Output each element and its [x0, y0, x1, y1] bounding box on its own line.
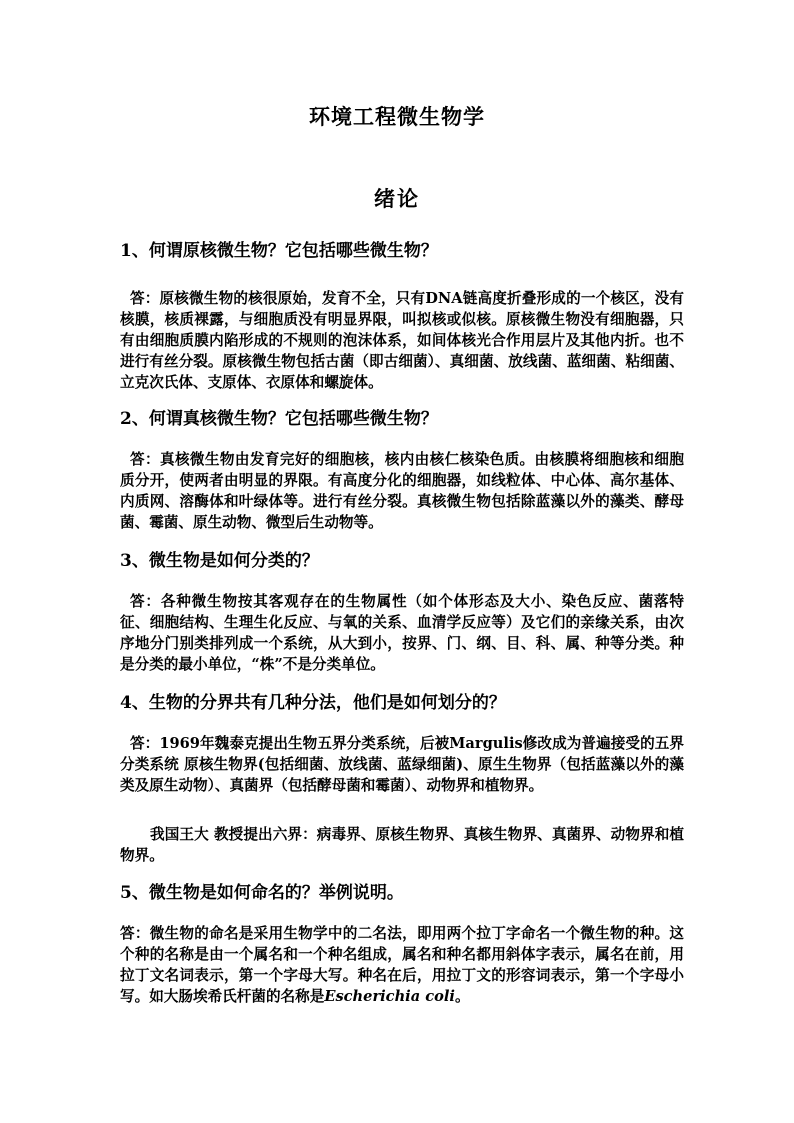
question-3: 3、微生物是如何分类的？ [120, 551, 319, 571]
chapter-title: 绪论 [374, 186, 420, 211]
example-species-name: Escherichia coli [324, 988, 455, 1005]
question-2: 2、何谓真核微生物？它包括哪些微生物？ [120, 409, 438, 429]
question-1: 1、何谓原核微生物？它包括哪些微生物？ [120, 241, 438, 261]
document-title: 环境工程微生物学 [309, 104, 485, 129]
answer-1: 答：原核微生物的核很原始，发育不全，只有DNA链高度折叠形成的一个核区，没有核膜，核质裸露，与细胞质没有明显界限，叫拟核或似核。原核微生物没有细胞器，只有由细胞质膜内陷形成的不规则的泡沫体系，如间体核光合作用层片及其他内折。也不进行有丝分裂。原核微生物包括古菌（即古细菌）、真细菌、放线菌、蓝细菌、粘细菌、立克次氏体、支原体、衣原体和螺旋体。 [120, 290, 684, 391]
answer-4: 答：1969年魏泰克提出生物五界分类系统，后被Margulis修改成为普遍接受的五界分类系统 原核生物界(包括细菌、放线菌、蓝绿细菌)、原生生物界（包括蓝藻以外的藻类及原生动物）、真菌界（包括酵母菌和霉菌）、动物界和植物界。 [120, 735, 684, 794]
question-5: 5、微生物是如何命名的？举例说明。 [120, 883, 404, 903]
answer-5 [120, 923, 684, 1007]
answer-4-extra: 我国王大 教授提出六界：病毒界、原核生物界、真核生物界、真菌界、动物界和植物界。 [120, 826, 684, 864]
answer-5-end: 。 [454, 988, 470, 1005]
answer-5-text: 答：微生物的命名是采用生物学中的二名法，即用两个拉丁字命名一个微生物的种。这个种的名称是由一个属名和一个种名组成，属名和种名都用斜体字表示，属名在前，用拉丁文名词表示，第一个字母大写。种名在后，用拉丁文的形容词表示，第一个字母小写。如大肠埃希氏杆菌的名称是 [120, 925, 684, 1005]
question-4: 4、生物的分界共有几种分法，他们是如何划分的？ [120, 693, 506, 713]
answer-3: 答：各种微生物按其客观存在的生物属性（如个体形态及大小、染色反应、菌落特征、细胞结构、生理生化反应、与氧的关系、血清学反应等）及它们的亲缘关系，由次序地分门别类排列成一个系统，从大到小，按界、门、纲、目、科、属、种等分类。种是分类的最小单位，“株”不是分类单位。 [120, 593, 684, 673]
answer-2: 答：真核微生物由发育完好的细胞核，核内由核仁核染色质。由核膜将细胞核和细胞质分开，使两者由明显的界限。有高度分化的细胞器，如线粒体、中心体、高尔基体、内质网、溶酶体和叶绿体等。进行有丝分裂。真核微生物包括除蓝藻以外的藻类、酵母菌、霉菌、原生动物、微型后生动物等。 [120, 451, 684, 531]
